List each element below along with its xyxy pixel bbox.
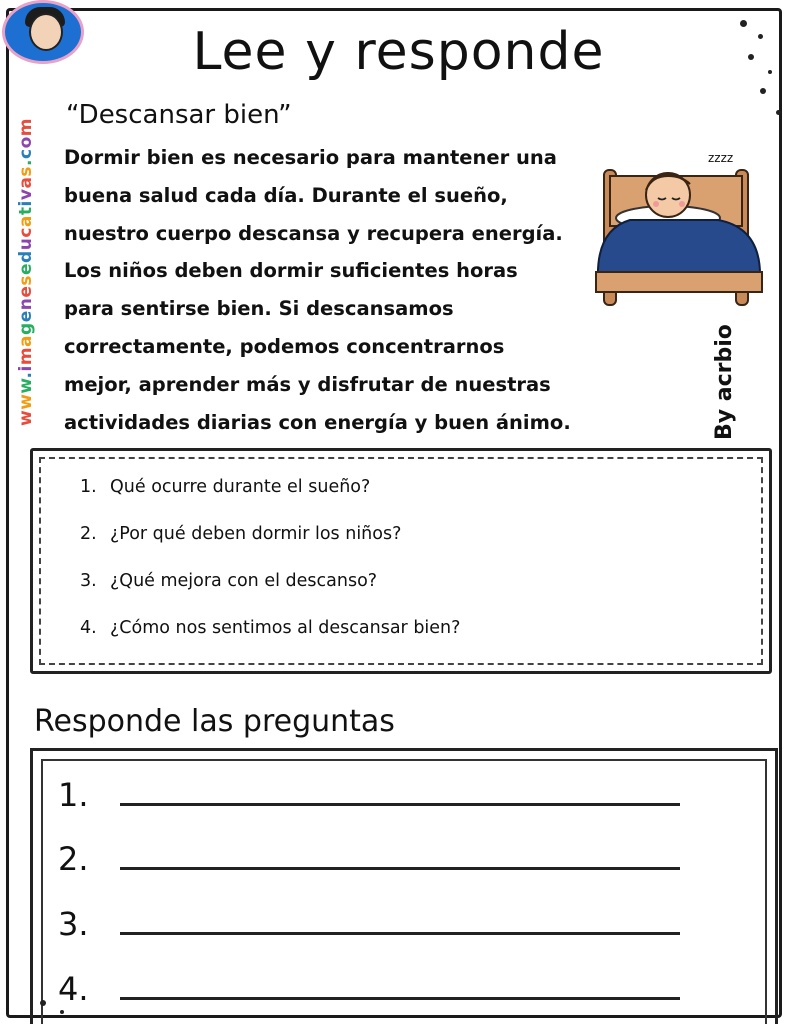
answers-title: Responde las preguntas [34,704,395,739]
svg-text:zzzz: zzzz [708,151,734,165]
story-line: Dormir bien es necesario para mantener una [64,146,557,169]
answer-number: 1. [58,776,89,814]
question-text: ¿Qué mejora con el descanso? [110,571,378,591]
story-body [64,139,609,441]
question-text: Qué ocurre durante el sueño? [110,477,371,497]
question-item [80,477,460,524]
answer-line[interactable] [120,866,680,870]
question-number: 2. [80,524,97,544]
story-line: actividades diarias con energía y buen ánimo. [64,410,571,434]
question-item [80,571,460,618]
site-watermark: www.imageneseducativas.com [16,117,36,427]
question-number: 1. [80,477,97,497]
question-item [80,524,460,571]
answer-line[interactable] [120,802,680,806]
author-credit: By acrbio [712,324,737,440]
question-number: 4. [80,618,97,638]
story-title: “Descansar bien” [66,100,292,130]
answer-line[interactable] [120,996,680,1000]
answer-row [58,840,680,878]
answer-number: 3. [58,905,89,943]
story-line: para sentirse bien. Si descansamos [64,297,454,321]
question-number: 3. [80,571,97,591]
question-text: ¿Cómo nos sentimos al descansar bien? [110,618,461,638]
answer-row [58,970,680,1008]
answer-line[interactable] [120,931,680,935]
story-line: mejor, aprender más y disfrutar de nuestras [64,372,551,396]
story-line: buena salud cada día. Durante el sueño, [64,183,508,207]
story-line: correctamente, podemos concentrarnos [64,334,505,358]
story-line: nuestro cuerpo descansa y recupera energía. [64,221,563,245]
answer-row [58,905,680,943]
answer-number: 2. [58,840,89,878]
answer-number: 4. [58,970,89,1008]
story-line: Los niños deben dormir suficientes horas [64,259,518,283]
questions-list [80,477,460,665]
question-item [80,618,460,665]
page-title: Lee y responde [192,22,605,82]
question-text: ¿Por qué deben dormir los niños? [110,524,402,544]
answer-row [58,776,680,814]
sleeping-child-illustration [590,140,770,310]
